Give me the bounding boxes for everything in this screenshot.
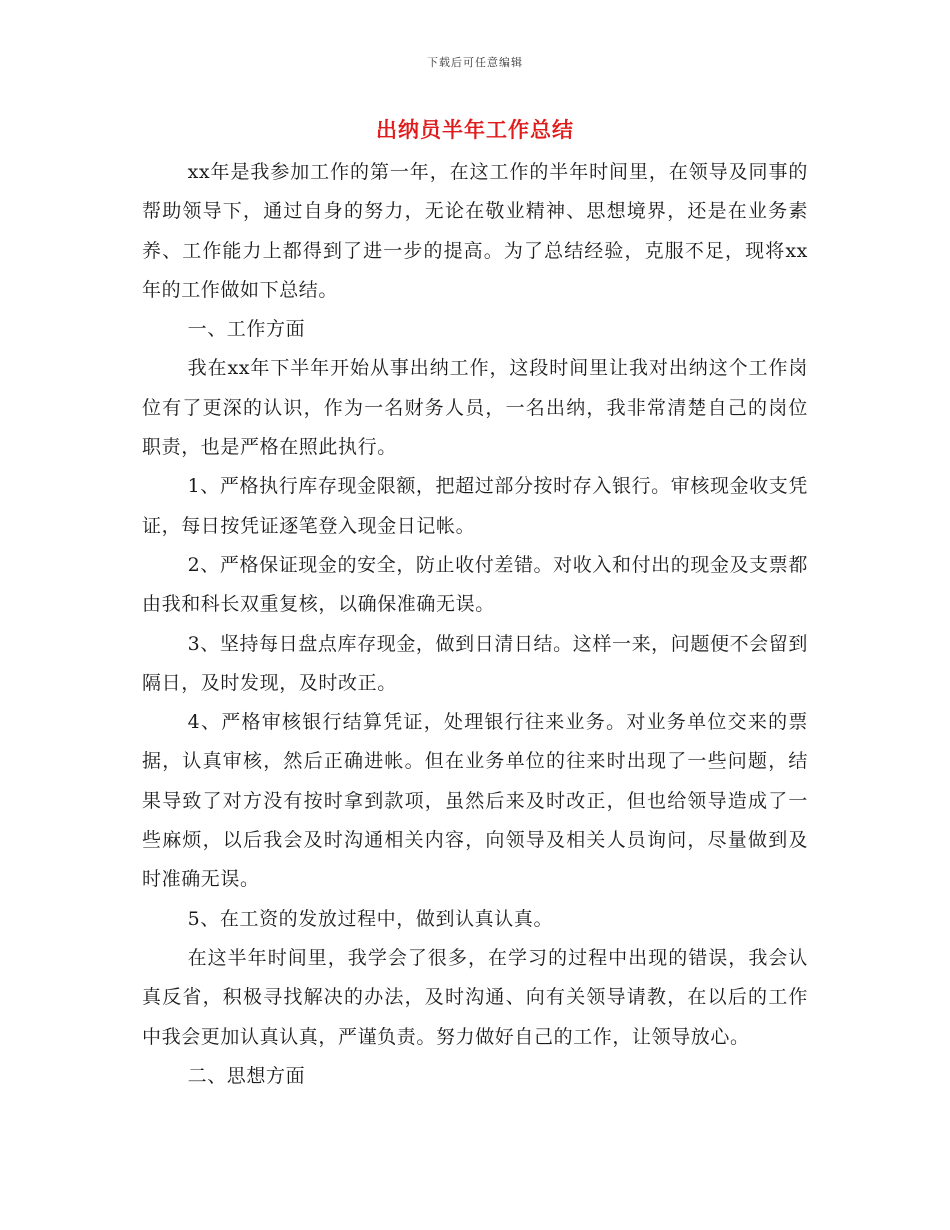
list-item-4: 4、严格审核银行结算凭证，处理银行往来业务。对业务单位交来的票据，认真审核，然后正确进帐。但在业务单位的往来时出现了一些问题，结果导致了对方没有按时拿到款项，虽然后来及时改正，但也给领导造成了一些麻烦，以后我会及时沟通相关内容，向领导及相关人员询问，尽量做到及时准确无误。 [142, 711, 808, 891]
list-item-3: 3、坚持每日盘点库存现金，做到日清日结。这样一来，问题便不会留到隔日，及时发现，及时改正。 [142, 632, 808, 694]
list-item-5: 5、在工资的发放过程中，做到认真认真。 [187, 907, 554, 930]
header-note: 下载后可任意编辑 [427, 56, 523, 69]
document-title: 出纳员半年工作总结 [376, 117, 574, 142]
list-item-1: 1、严格执行库存现金限额，把超过部分按时存入银行。审核现金收支凭证，每日按凭证逐笔登入现金日记帐。 [142, 475, 808, 537]
paragraph-intro: xx年是我参加工作的第一年，在这工作的半年时间里，在领导及同事的帮助领导下，通过自身的努力，无论在敬业精神、思想境界，还是在业务素养、工作能力上都得到了进一步的提高。为了总结经验，克服不足，现将xx年的工作做如下总结。 [142, 161, 808, 301]
section-heading-thought: 二、思想方面 [187, 1064, 306, 1087]
document-body [142, 153, 808, 1096]
paragraph-reflection: 在这半年时间里，我学会了很多，在学习的过程中出现的错误，我会认真反省，积极寻找解决的办法，及时沟通、向有关领导请教，在以后的工作中我会更加认真认真，严谨负责。努力做好自己的工作，让领导放心。 [142, 946, 808, 1048]
paragraph-work-intro: 我在xx年下半年开始从事出纳工作，这段时间里让我对出纳这个工作岗位有了更深的认识，作为一名财务人员，一名出纳，我非常清楚自己的岗位职责，也是严格在照此执行。 [142, 357, 808, 459]
section-heading-work: 一、工作方面 [187, 318, 306, 341]
list-item-2: 2、严格保证现金的安全，防止收付差错。对收入和付出的现金及支票都由我和科长双重复核，以确保准确无误。 [142, 553, 808, 616]
